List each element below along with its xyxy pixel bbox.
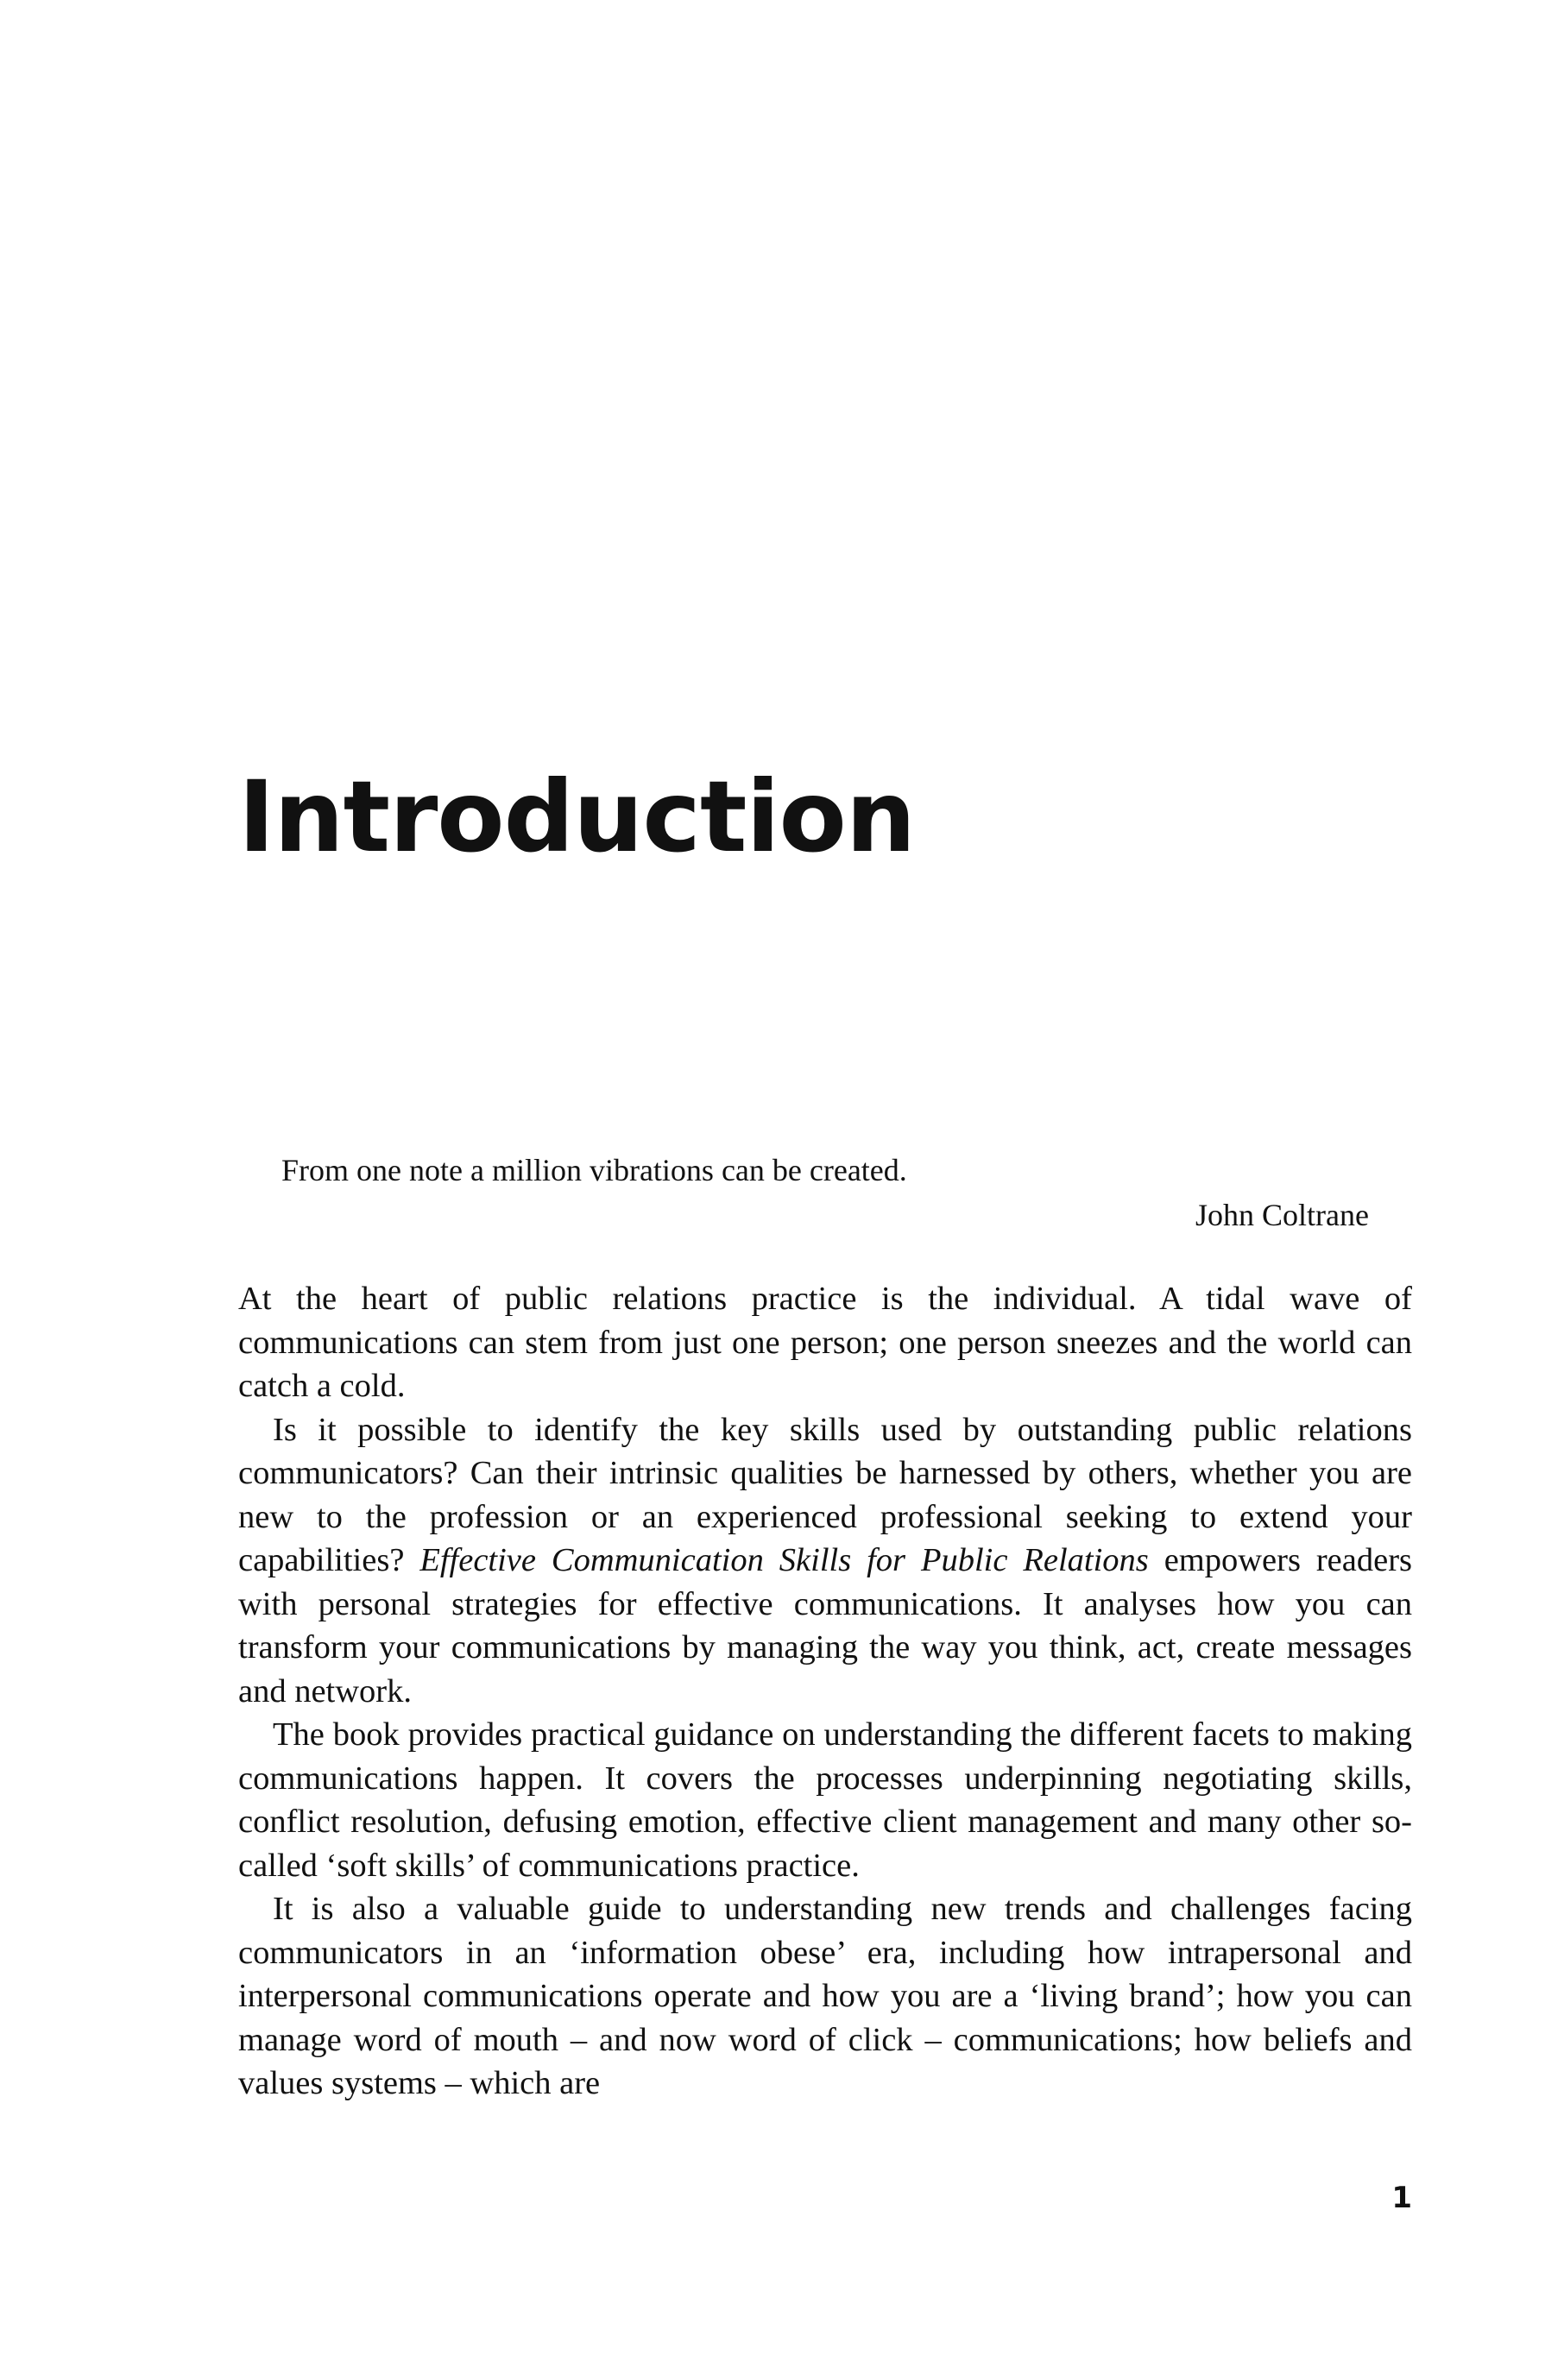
epigraph-author: John Coltrane [1195, 1198, 1369, 1232]
paragraph-1: At the heart of public relations practice is the individual. A tidal wave of communications can stem from just one person; one person sneezes and the world can catch a cold. [238, 1281, 1412, 1404]
epigraph-quote: From one note a million vibrations can be created. [281, 1153, 907, 1187]
paragraph-2 [238, 1408, 1412, 1714]
paragraph-3: The book provides practical guidance on understanding the different facets to making communications happen. It covers the processes underpinning negotiating skills, conflict resolution, defusing emotion, effective client management and many other so-called ‘soft skills’ of communications practice. [238, 1716, 1412, 1884]
page-number: 1 [1391, 2181, 1412, 2215]
body-text [238, 1277, 1412, 2106]
epigraph [281, 1148, 1369, 1237]
paragraph-2-rest: empowers readers with personal strategies for effective communications. It analyses how you can transform your communications by managing the way you think, act, create messages and network. [238, 1542, 1412, 1709]
book-title: Effective Communication Skills for Public Relations [419, 1542, 1149, 1578]
chapter-title: Introduction [238, 759, 915, 874]
paragraph-2-intro: Is it possible to identify the key skills used by outstanding public relations communicators? Can their intrinsic qualities be harnessed by others, whether you are new to the profession or an experienced professional seeking to extend your capabilities? [238, 1411, 1412, 1578]
paragraph-4: It is also a valuable guide to understanding new trends and challenges facing communicators in an ‘information obese’ era, including how intrapersonal and interpersonal communications operate and how you are a ‘living brand’; how you can manage word of mouth – and now word of click – communications; how beliefs and values systems – which are [238, 1891, 1412, 2101]
